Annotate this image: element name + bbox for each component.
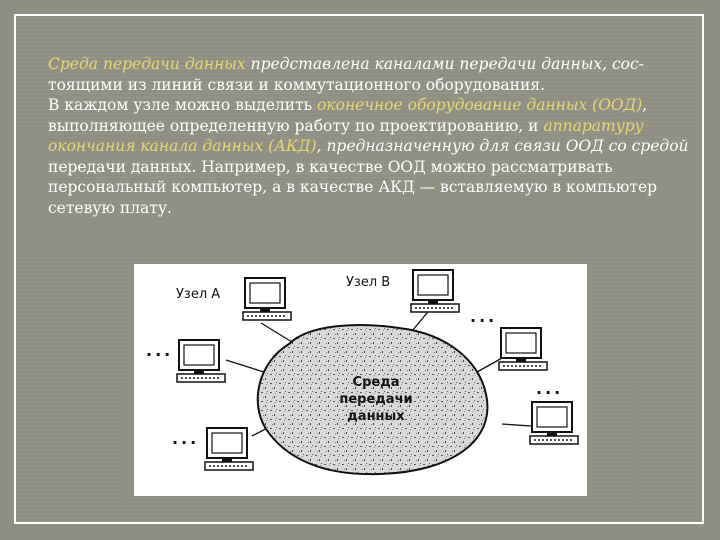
medium-label-3: данных: [347, 409, 405, 424]
term-dte: оконечное оборудование данных (ООД): [317, 96, 643, 114]
term-medium: Среда передачи данных: [48, 55, 246, 73]
text-line-1: [48, 54, 668, 75]
computer-icon: [177, 340, 225, 382]
ellipsis-3: ...: [536, 379, 564, 398]
computer-icon: [499, 328, 547, 370]
computer-icon: [530, 402, 578, 444]
text-fragment: В каждом узле можно выделить: [48, 96, 318, 114]
network-diagram-svg: [134, 264, 587, 496]
text-line-5: [48, 136, 689, 157]
term-dce-part1: аппаратуру: [543, 116, 644, 135]
ellipsis-4: ...: [172, 429, 200, 448]
text-line-2: тоящими из линий связи и коммутационного оборудования.: [48, 75, 546, 94]
text-line-4: [48, 116, 668, 137]
computer-icon: [205, 428, 253, 470]
ellipsis-1: ...: [470, 307, 498, 326]
text-line-8: сетевую плату.: [48, 198, 172, 217]
term-dce-part2: окончания канала данных (АКД): [48, 137, 317, 155]
computer-icon: [411, 270, 459, 312]
ellipsis-2: ...: [146, 341, 174, 360]
medium-label-1: Среда: [352, 375, 400, 390]
slide-text: [48, 54, 689, 218]
text-fragment: , предназначенную для связи ООД со средой: [316, 137, 689, 155]
text-fragment: выполняющее определенную работу по проектированию, и: [48, 116, 544, 135]
computer-icon: [243, 278, 291, 320]
node-a-label: Узел A: [176, 287, 221, 302]
network-diagram: [134, 264, 587, 496]
text-fragment: ,: [642, 96, 648, 114]
text-line-6: передачи данных. Например, в качестве ООД можно рассматривать: [48, 157, 613, 176]
text-fragment: представлена каналами передачи данных, сос-: [245, 55, 644, 73]
text-line-3: [48, 95, 668, 116]
node-b-label: Узел B: [346, 275, 391, 290]
text-line-7: персональный компьютер, а в качестве АКД — вставляемую в компьютер: [48, 178, 658, 196]
medium-label-2: передачи: [339, 392, 413, 407]
